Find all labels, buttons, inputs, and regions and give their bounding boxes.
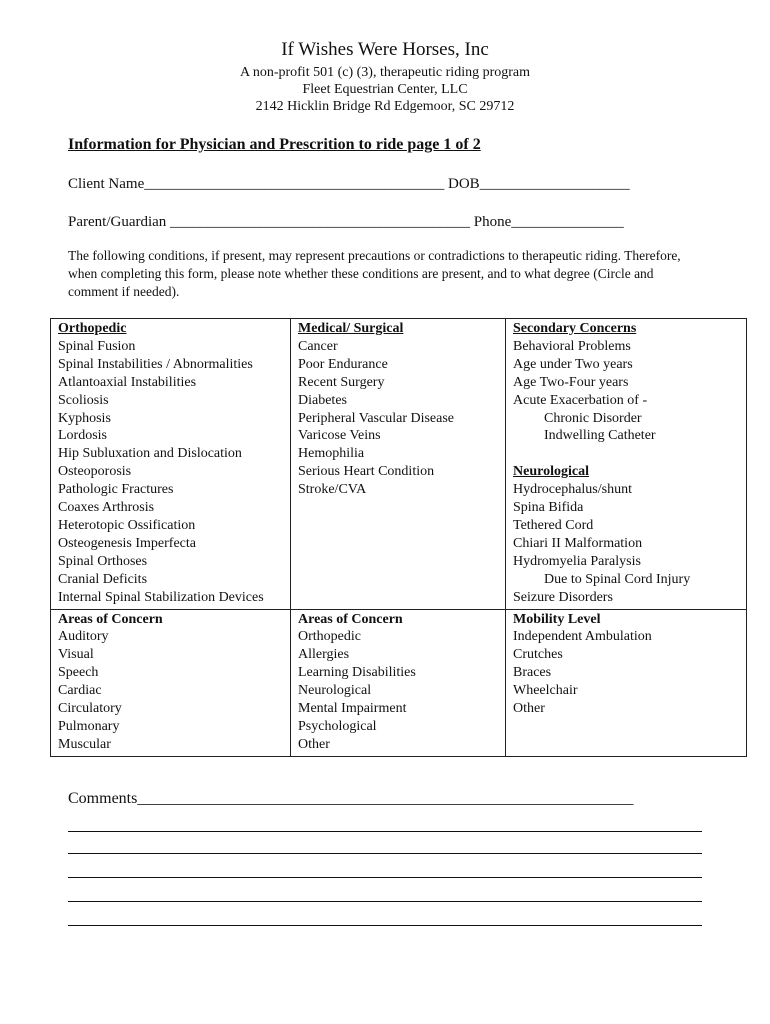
condition-item[interactable]: Serious Heart Condition xyxy=(298,464,435,480)
area-of-concern-item[interactable]: Orthopedic xyxy=(298,629,361,645)
orthopedic-cell xyxy=(51,319,291,610)
comments-line[interactable] xyxy=(68,925,702,926)
area-of-concern-item[interactable]: Psychological xyxy=(298,718,377,734)
areas-concern-1-list xyxy=(58,628,290,753)
secondary-heading: Secondary Concerns xyxy=(513,321,637,336)
condition-item[interactable]: Osteogenesis Imperfecta xyxy=(58,535,196,551)
orthopedic-heading: Orthopedic xyxy=(58,321,127,336)
secondary-list xyxy=(513,338,746,445)
areas-concern-1-heading: Areas of Concern xyxy=(58,611,163,627)
area-of-concern-item[interactable]: Pulmonary xyxy=(58,718,120,734)
comments-line[interactable] xyxy=(68,877,702,878)
condition-sub-item[interactable]: Indwelling Catheter xyxy=(544,428,656,444)
area-of-concern-item[interactable]: Mental Impairment xyxy=(298,701,407,717)
area-of-concern-item[interactable]: Cardiac xyxy=(58,683,102,699)
area-of-concern-item[interactable]: Other xyxy=(298,736,330,752)
condition-item[interactable]: Peripheral Vascular Disease xyxy=(298,410,455,426)
condition-item[interactable]: Chiari II Malformation xyxy=(513,535,643,551)
conditions-table xyxy=(50,318,747,757)
condition-item[interactable]: Hip Subluxation and Dislocation xyxy=(58,446,242,462)
neurological-list xyxy=(513,481,746,606)
area-of-concern-item[interactable]: Muscular xyxy=(58,736,111,752)
area-of-concern-item[interactable]: Neurological xyxy=(298,683,372,699)
condition-item[interactable]: Stroke/CVA xyxy=(298,482,367,498)
area-of-concern-item[interactable]: Allergies xyxy=(298,647,350,663)
condition-item[interactable]: Spinal Fusion xyxy=(58,338,136,354)
org-facility: Fleet Equestrian Center, LLC xyxy=(302,82,468,97)
form-title: Information for Physician and Prescrition to ride page 1 of 2 xyxy=(68,136,481,153)
condition-item[interactable]: Spina Bifida xyxy=(513,500,584,516)
condition-item[interactable]: Diabetes xyxy=(298,392,347,408)
condition-item[interactable]: Recent Surgery xyxy=(298,374,385,390)
condition-item[interactable]: Cancer xyxy=(298,338,338,354)
condition-item[interactable]: Kyphosis xyxy=(58,410,111,426)
comments-line[interactable] xyxy=(68,831,702,832)
condition-item[interactable]: Poor Endurance xyxy=(298,356,388,372)
comments-field[interactable]: Comments______________________________________________________________ xyxy=(68,790,634,807)
comments-line[interactable] xyxy=(68,853,702,854)
areas-concern-2-list xyxy=(298,628,505,753)
condition-item[interactable]: Atlantoaxial Instabilities xyxy=(58,374,197,390)
area-of-concern-item[interactable]: Visual xyxy=(58,647,94,663)
parent-phone-field[interactable]: Parent/Guardian ________________________________________ Phone_______________ xyxy=(68,214,624,230)
condition-item[interactable]: Hydromyelia Paralysis xyxy=(513,553,641,569)
mobility-heading: Mobility Level xyxy=(513,611,601,627)
org-description: A non-profit 501 (c) (3), therapeutic riding program xyxy=(239,65,531,80)
condition-sub-item[interactable]: Chronic Disorder xyxy=(544,410,642,426)
condition-item[interactable]: Pathologic Fractures xyxy=(58,482,174,498)
area-of-concern-item[interactable]: Auditory xyxy=(58,629,109,645)
mobility-item[interactable]: Crutches xyxy=(513,647,563,663)
condition-item[interactable]: Lordosis xyxy=(58,428,107,444)
neurological-heading: Neurological xyxy=(513,464,589,480)
condition-item[interactable]: Tethered Cord xyxy=(513,517,594,533)
condition-item[interactable]: Spinal Orthoses xyxy=(58,553,148,569)
mobility-item[interactable]: Wheelchair xyxy=(513,683,578,699)
mobility-item[interactable]: Independent Ambulation xyxy=(513,629,652,645)
area-of-concern-item[interactable]: Learning Disabilities xyxy=(298,665,416,681)
condition-sub-item[interactable]: Due to Spinal Cord Injury xyxy=(544,571,691,587)
areas-concern-1-cell xyxy=(51,609,291,756)
condition-item[interactable]: Age Two-Four years xyxy=(513,374,629,390)
medical-list xyxy=(298,338,505,499)
area-of-concern-item[interactable]: Circulatory xyxy=(58,701,122,717)
secondary-neuro-cell xyxy=(506,319,747,610)
client-name-dob-field[interactable]: Client Name________________________________________ DOB____________________ xyxy=(68,176,630,192)
condition-item[interactable]: Hydrocephalus/shunt xyxy=(513,482,632,498)
mobility-cell xyxy=(506,609,747,756)
orthopedic-list xyxy=(58,338,290,607)
areas-concern-2-heading: Areas of Concern xyxy=(298,611,403,627)
condition-item[interactable]: Heterotopic Ossification xyxy=(58,517,196,533)
org-name: If Wishes Were Horses, Inc xyxy=(281,39,489,60)
condition-item[interactable]: Seizure Disorders xyxy=(513,589,613,605)
condition-item[interactable]: Behavioral Problems xyxy=(513,338,631,354)
condition-item[interactable]: Scoliosis xyxy=(58,392,109,408)
org-address: 2142 Hicklin Bridge Rd Edgemoor, SC 29712 xyxy=(255,99,515,114)
condition-item[interactable]: Internal Spinal Stabilization Devices xyxy=(58,589,264,605)
mobility-item[interactable]: Braces xyxy=(513,665,552,681)
condition-item[interactable]: Coaxes Arthrosis xyxy=(58,500,155,516)
areas-concern-2-cell xyxy=(291,609,506,756)
comments-line[interactable] xyxy=(68,901,702,902)
condition-item[interactable]: Acute Exacerbation of - xyxy=(513,392,648,408)
medical-heading: Medical/ Surgical xyxy=(298,321,404,336)
mobility-item[interactable]: Other xyxy=(513,701,545,717)
condition-item[interactable]: Cranial Deficits xyxy=(58,571,148,587)
condition-item[interactable]: Hemophilia xyxy=(298,446,365,462)
mobility-list xyxy=(513,628,746,718)
condition-item[interactable]: Varicose Veins xyxy=(298,428,381,444)
condition-item[interactable]: Spinal Instabilities / Abnormalities xyxy=(58,356,253,372)
medical-cell xyxy=(291,319,506,610)
condition-item[interactable]: Osteoporosis xyxy=(58,464,132,480)
area-of-concern-item[interactable]: Speech xyxy=(58,665,99,681)
intro-paragraph: The following conditions, if present, may represent precautions or contradictions to therapeutic riding. Therefore, when completing this form, please note whether these conditions are present, and to what degree (Circle and comment if needed). xyxy=(68,248,681,299)
condition-item[interactable]: Age under Two years xyxy=(513,356,633,372)
